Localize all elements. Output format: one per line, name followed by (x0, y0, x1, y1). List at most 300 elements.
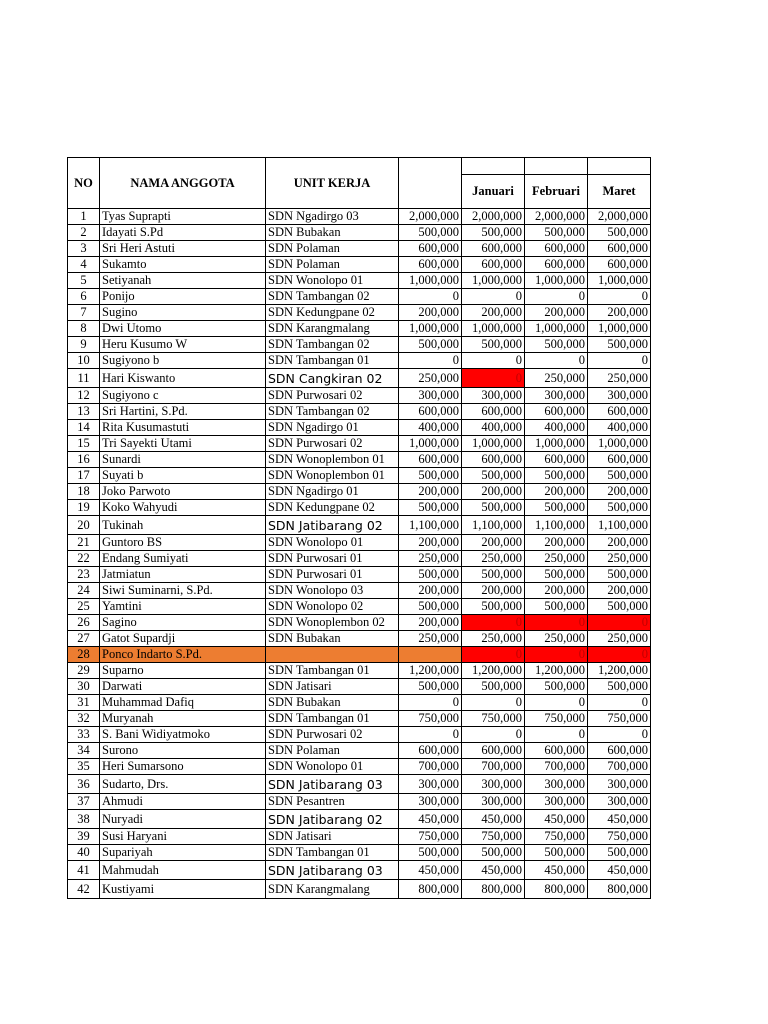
row-value-initial: 1,000,000 (399, 321, 462, 337)
row-value-initial: 600,000 (399, 241, 462, 257)
row-value-februari: 200,000 (525, 305, 588, 321)
row-value-februari: 600,000 (525, 257, 588, 273)
row-value-maret: 250,000 (588, 631, 651, 647)
row-value-februari: 300,000 (525, 794, 588, 810)
row-value-februari: 1,000,000 (525, 436, 588, 452)
row-value-maret: 0 (588, 647, 651, 663)
row-value-januari: 450,000 (462, 861, 525, 880)
table-row (68, 631, 651, 647)
row-value-maret: 0 (588, 353, 651, 369)
row-nama: Surono (100, 743, 266, 759)
table-row (68, 647, 651, 663)
row-nama: Heri Sumarsono (100, 759, 266, 775)
row-nama: Muryanah (100, 711, 266, 727)
row-value-februari: 200,000 (525, 583, 588, 599)
row-value-februari: 700,000 (525, 759, 588, 775)
row-nama: Sugino (100, 305, 266, 321)
row-unit: SDN Jatibarang 02 (266, 516, 399, 535)
row-value-januari: 2,000,000 (462, 209, 525, 225)
row-unit: SDN Jatibarang 02 (266, 810, 399, 829)
row-value-initial: 500,000 (399, 679, 462, 695)
row-value-januari: 500,000 (462, 225, 525, 241)
table-row (68, 845, 651, 861)
table-row (68, 695, 651, 711)
table-row (68, 794, 651, 810)
row-nama: Gatot Supardji (100, 631, 266, 647)
row-unit: SDN Pesantren (266, 794, 399, 810)
row-unit: SDN Tambangan 01 (266, 711, 399, 727)
row-value-maret: 1,000,000 (588, 273, 651, 289)
row-nama: Tyas Suprapti (100, 209, 266, 225)
header-top-mar (588, 158, 651, 175)
row-value-initial: 0 (399, 353, 462, 369)
row-unit: SDN Polaman (266, 257, 399, 273)
row-value-februari: 0 (525, 615, 588, 631)
row-value-januari: 500,000 (462, 468, 525, 484)
row-nama: Kustiyami (100, 880, 266, 899)
row-no: 10 (68, 353, 100, 369)
row-nama: Mahmudah (100, 861, 266, 880)
row-value-februari: 250,000 (525, 551, 588, 567)
row-no: 39 (68, 829, 100, 845)
row-value-januari: 1,200,000 (462, 663, 525, 679)
row-no: 2 (68, 225, 100, 241)
row-value-februari: 500,000 (525, 567, 588, 583)
row-value-februari: 0 (525, 695, 588, 711)
row-nama: Ponijo (100, 289, 266, 305)
row-value-februari: 200,000 (525, 535, 588, 551)
row-value-januari: 600,000 (462, 743, 525, 759)
row-nama: Tri Sayekti Utami (100, 436, 266, 452)
row-value-februari: 800,000 (525, 880, 588, 899)
row-value-februari: 600,000 (525, 241, 588, 257)
row-value-maret: 200,000 (588, 583, 651, 599)
table-row (68, 436, 651, 452)
row-no: 29 (68, 663, 100, 679)
row-value-januari: 600,000 (462, 404, 525, 420)
row-value-februari: 300,000 (525, 775, 588, 794)
row-value-initial: 600,000 (399, 452, 462, 468)
table-row (68, 500, 651, 516)
row-no: 40 (68, 845, 100, 861)
row-no: 36 (68, 775, 100, 794)
row-value-januari: 200,000 (462, 535, 525, 551)
row-value-maret: 750,000 (588, 711, 651, 727)
row-no: 25 (68, 599, 100, 615)
row-value-januari: 1,000,000 (462, 273, 525, 289)
table-row (68, 404, 651, 420)
table-row (68, 861, 651, 880)
row-value-maret: 600,000 (588, 241, 651, 257)
row-value-initial: 2,000,000 (399, 209, 462, 225)
row-unit: SDN Ngadirgo 03 (266, 209, 399, 225)
row-unit: SDN Bubakan (266, 631, 399, 647)
table-row (68, 353, 651, 369)
row-value-initial: 200,000 (399, 583, 462, 599)
row-no: 37 (68, 794, 100, 810)
row-unit: SDN Purwosari 02 (266, 388, 399, 404)
row-unit: SDN Wonolopo 01 (266, 273, 399, 289)
row-value-initial: 200,000 (399, 615, 462, 631)
row-value-januari: 250,000 (462, 551, 525, 567)
row-nama: Sri Hartini, S.Pd. (100, 404, 266, 420)
row-nama: Susi Haryani (100, 829, 266, 845)
row-no: 17 (68, 468, 100, 484)
row-unit: SDN Kedungpane 02 (266, 500, 399, 516)
row-value-januari: 300,000 (462, 388, 525, 404)
row-nama: Suyati b (100, 468, 266, 484)
row-unit: SDN Tambangan 02 (266, 404, 399, 420)
row-value-initial: 300,000 (399, 794, 462, 810)
row-value-februari: 0 (525, 353, 588, 369)
header-nama-anggota: NAMA ANGGOTA (100, 158, 266, 209)
row-value-januari: 200,000 (462, 484, 525, 500)
table-row (68, 880, 651, 899)
row-nama: Sugiyono c (100, 388, 266, 404)
row-value-maret: 300,000 (588, 794, 651, 810)
row-value-initial: 200,000 (399, 535, 462, 551)
row-value-februari: 1,200,000 (525, 663, 588, 679)
row-value-initial: 200,000 (399, 305, 462, 321)
row-nama: Ponco Indarto S.Pd. (100, 647, 266, 663)
row-unit: SDN Purwosari 02 (266, 436, 399, 452)
row-value-februari: 300,000 (525, 388, 588, 404)
table-row (68, 599, 651, 615)
row-unit: SDN Polaman (266, 743, 399, 759)
row-value-februari: 450,000 (525, 861, 588, 880)
row-value-maret: 0 (588, 289, 651, 305)
row-value-initial: 300,000 (399, 388, 462, 404)
header-unit-kerja: UNIT KERJA (266, 158, 399, 209)
row-value-januari: 500,000 (462, 845, 525, 861)
row-unit: SDN Wonoplembon 01 (266, 452, 399, 468)
row-nama: Sagino (100, 615, 266, 631)
row-nama: Muhammad Dafiq (100, 695, 266, 711)
row-value-initial: 250,000 (399, 631, 462, 647)
row-nama: Darwati (100, 679, 266, 695)
header-no: NO (68, 158, 100, 209)
row-no: 9 (68, 337, 100, 353)
row-value-maret: 800,000 (588, 880, 651, 899)
row-no: 4 (68, 257, 100, 273)
row-no: 38 (68, 810, 100, 829)
row-value-initial: 0 (399, 695, 462, 711)
table-row (68, 583, 651, 599)
row-nama: Yamtini (100, 599, 266, 615)
row-value-januari: 0 (462, 369, 525, 388)
row-value-januari: 0 (462, 353, 525, 369)
row-value-initial: 0 (399, 289, 462, 305)
row-value-januari: 750,000 (462, 711, 525, 727)
row-value-januari: 800,000 (462, 880, 525, 899)
row-value-februari: 750,000 (525, 829, 588, 845)
row-value-maret: 400,000 (588, 420, 651, 436)
row-value-februari: 500,000 (525, 599, 588, 615)
row-value-januari: 1,100,000 (462, 516, 525, 535)
row-no: 18 (68, 484, 100, 500)
table-row (68, 829, 651, 845)
row-unit: SDN Ngadirgo 01 (266, 484, 399, 500)
row-value-januari: 500,000 (462, 679, 525, 695)
row-value-februari: 2,000,000 (525, 209, 588, 225)
row-value-initial: 400,000 (399, 420, 462, 436)
row-value-maret: 300,000 (588, 775, 651, 794)
row-value-maret: 2,000,000 (588, 209, 651, 225)
row-value-januari: 200,000 (462, 305, 525, 321)
row-unit: SDN Wonolopo 02 (266, 599, 399, 615)
row-no: 21 (68, 535, 100, 551)
row-value-januari: 700,000 (462, 759, 525, 775)
row-nama: Koko Wahyudi (100, 500, 266, 516)
row-no: 27 (68, 631, 100, 647)
row-value-initial: 600,000 (399, 257, 462, 273)
row-value-februari: 750,000 (525, 711, 588, 727)
header-maret: Maret (588, 174, 651, 208)
row-value-initial: 450,000 (399, 810, 462, 829)
row-value-initial: 500,000 (399, 500, 462, 516)
row-value-februari: 600,000 (525, 452, 588, 468)
row-no: 23 (68, 567, 100, 583)
row-value-maret: 500,000 (588, 468, 651, 484)
row-value-initial: 750,000 (399, 711, 462, 727)
row-value-februari: 600,000 (525, 743, 588, 759)
row-value-initial: 800,000 (399, 880, 462, 899)
row-value-februari: 0 (525, 647, 588, 663)
row-no: 34 (68, 743, 100, 759)
row-value-maret: 600,000 (588, 452, 651, 468)
row-value-initial: 1,200,000 (399, 663, 462, 679)
row-value-initial: 700,000 (399, 759, 462, 775)
row-value-initial: 450,000 (399, 861, 462, 880)
row-no: 19 (68, 500, 100, 516)
row-value-januari: 500,000 (462, 500, 525, 516)
row-value-maret: 200,000 (588, 305, 651, 321)
row-value-januari: 0 (462, 647, 525, 663)
row-unit: SDN Wonolopo 01 (266, 759, 399, 775)
row-no: 16 (68, 452, 100, 468)
row-value-februari: 500,000 (525, 679, 588, 695)
row-value-maret: 0 (588, 615, 651, 631)
header-januari: Januari (462, 174, 525, 208)
row-value-initial (399, 647, 462, 663)
table-row (68, 321, 651, 337)
row-value-initial: 600,000 (399, 404, 462, 420)
row-value-initial: 200,000 (399, 484, 462, 500)
row-value-januari: 300,000 (462, 775, 525, 794)
row-unit: SDN Tambangan 01 (266, 663, 399, 679)
row-value-maret: 600,000 (588, 743, 651, 759)
table-row (68, 516, 651, 535)
row-value-januari: 1,000,000 (462, 321, 525, 337)
row-value-januari: 500,000 (462, 337, 525, 353)
row-unit: SDN Bubakan (266, 225, 399, 241)
table-body (68, 209, 651, 899)
row-value-maret: 700,000 (588, 759, 651, 775)
row-no: 13 (68, 404, 100, 420)
row-value-initial: 1,000,000 (399, 436, 462, 452)
table-row (68, 759, 651, 775)
row-nama: Dwi Utomo (100, 321, 266, 337)
row-value-februari: 1,000,000 (525, 273, 588, 289)
row-value-maret: 500,000 (588, 599, 651, 615)
row-no: 28 (68, 647, 100, 663)
row-value-maret: 600,000 (588, 257, 651, 273)
row-value-januari: 1,000,000 (462, 436, 525, 452)
row-value-januari: 500,000 (462, 567, 525, 583)
table-row (68, 241, 651, 257)
row-value-januari: 250,000 (462, 631, 525, 647)
row-no: 14 (68, 420, 100, 436)
row-value-januari: 0 (462, 727, 525, 743)
row-no: 33 (68, 727, 100, 743)
row-unit: SDN Wonoplembon 01 (266, 468, 399, 484)
row-value-maret: 450,000 (588, 861, 651, 880)
row-nama: Setiyanah (100, 273, 266, 289)
row-value-januari: 200,000 (462, 583, 525, 599)
row-value-maret: 500,000 (588, 567, 651, 583)
row-no: 42 (68, 880, 100, 899)
row-unit: SDN Bubakan (266, 695, 399, 711)
row-no: 26 (68, 615, 100, 631)
row-value-februari: 0 (525, 727, 588, 743)
row-value-initial: 300,000 (399, 775, 462, 794)
row-value-maret: 1,200,000 (588, 663, 651, 679)
row-value-initial: 250,000 (399, 369, 462, 388)
row-unit: SDN Tambangan 01 (266, 845, 399, 861)
row-nama: Heru Kusumo W (100, 337, 266, 353)
row-value-januari: 600,000 (462, 241, 525, 257)
row-value-maret: 250,000 (588, 551, 651, 567)
table-row (68, 257, 651, 273)
row-value-initial: 750,000 (399, 829, 462, 845)
row-unit: SDN Polaman (266, 241, 399, 257)
row-value-februari: 500,000 (525, 337, 588, 353)
row-value-maret: 1,100,000 (588, 516, 651, 535)
row-nama: Sudarto, Drs. (100, 775, 266, 794)
row-value-februari: 1,000,000 (525, 321, 588, 337)
row-no: 5 (68, 273, 100, 289)
row-value-januari: 300,000 (462, 794, 525, 810)
row-nama: Suparno (100, 663, 266, 679)
row-nama: Idayati S.Pd (100, 225, 266, 241)
table-row (68, 567, 651, 583)
table-row (68, 810, 651, 829)
row-value-maret: 450,000 (588, 810, 651, 829)
row-value-initial: 1,000,000 (399, 273, 462, 289)
row-nama: Sukamto (100, 257, 266, 273)
row-value-januari: 0 (462, 695, 525, 711)
row-nama: Tukinah (100, 516, 266, 535)
header-top-feb (525, 158, 588, 175)
table-row (68, 727, 651, 743)
row-unit: SDN Karangmalang (266, 321, 399, 337)
row-unit: SDN Ngadirgo 01 (266, 420, 399, 436)
row-value-initial: 1,100,000 (399, 516, 462, 535)
row-no: 7 (68, 305, 100, 321)
table-row (68, 743, 651, 759)
row-value-maret: 250,000 (588, 369, 651, 388)
row-no: 8 (68, 321, 100, 337)
row-unit: SDN Tambangan 02 (266, 289, 399, 305)
row-value-februari: 0 (525, 289, 588, 305)
table-row (68, 484, 651, 500)
row-value-initial: 0 (399, 727, 462, 743)
row-value-maret: 500,000 (588, 225, 651, 241)
row-nama: Joko Parwoto (100, 484, 266, 500)
row-value-januari: 600,000 (462, 257, 525, 273)
table-row (68, 420, 651, 436)
row-value-maret: 500,000 (588, 337, 651, 353)
row-value-initial: 500,000 (399, 567, 462, 583)
row-unit: SDN Tambangan 01 (266, 353, 399, 369)
row-no: 35 (68, 759, 100, 775)
row-value-januari: 750,000 (462, 829, 525, 845)
row-value-maret: 0 (588, 695, 651, 711)
row-unit: SDN Cangkiran 02 (266, 369, 399, 388)
row-value-februari: 500,000 (525, 468, 588, 484)
row-value-januari: 600,000 (462, 452, 525, 468)
row-value-initial: 600,000 (399, 743, 462, 759)
row-value-februari: 500,000 (525, 225, 588, 241)
row-no: 41 (68, 861, 100, 880)
table-row (68, 711, 651, 727)
table-row (68, 289, 651, 305)
row-nama: Sunardi (100, 452, 266, 468)
row-value-maret: 600,000 (588, 404, 651, 420)
table-row (68, 452, 651, 468)
row-unit: SDN Kedungpane 02 (266, 305, 399, 321)
row-unit: SDN Tambangan 02 (266, 337, 399, 353)
row-nama: Sugiyono b (100, 353, 266, 369)
table-row (68, 468, 651, 484)
row-value-januari: 450,000 (462, 810, 525, 829)
row-unit: SDN Wonolopo 01 (266, 535, 399, 551)
row-nama: Nuryadi (100, 810, 266, 829)
row-unit: SDN Jatibarang 03 (266, 861, 399, 880)
row-no: 12 (68, 388, 100, 404)
row-no: 32 (68, 711, 100, 727)
row-nama: Endang Sumiyati (100, 551, 266, 567)
row-unit: SDN Purwosari 01 (266, 567, 399, 583)
table-row (68, 551, 651, 567)
row-value-februari: 1,100,000 (525, 516, 588, 535)
row-value-februari: 250,000 (525, 369, 588, 388)
row-nama: Sri Heri Astuti (100, 241, 266, 257)
row-value-maret: 300,000 (588, 388, 651, 404)
table-row (68, 679, 651, 695)
row-no: 24 (68, 583, 100, 599)
header-blank (399, 158, 462, 209)
table-row (68, 388, 651, 404)
member-table (67, 157, 651, 899)
row-unit: SDN Jatisari (266, 679, 399, 695)
row-value-maret: 1,000,000 (588, 321, 651, 337)
row-no: 22 (68, 551, 100, 567)
row-no: 11 (68, 369, 100, 388)
row-nama: Jatmiatun (100, 567, 266, 583)
row-no: 20 (68, 516, 100, 535)
row-value-januari: 0 (462, 615, 525, 631)
row-value-februari: 400,000 (525, 420, 588, 436)
row-value-januari: 500,000 (462, 599, 525, 615)
row-value-initial: 250,000 (399, 551, 462, 567)
row-no: 6 (68, 289, 100, 305)
row-value-februari: 250,000 (525, 631, 588, 647)
table-row (68, 663, 651, 679)
row-nama: Supariyah (100, 845, 266, 861)
row-nama: Guntoro BS (100, 535, 266, 551)
row-unit: SDN Wonolopo 03 (266, 583, 399, 599)
